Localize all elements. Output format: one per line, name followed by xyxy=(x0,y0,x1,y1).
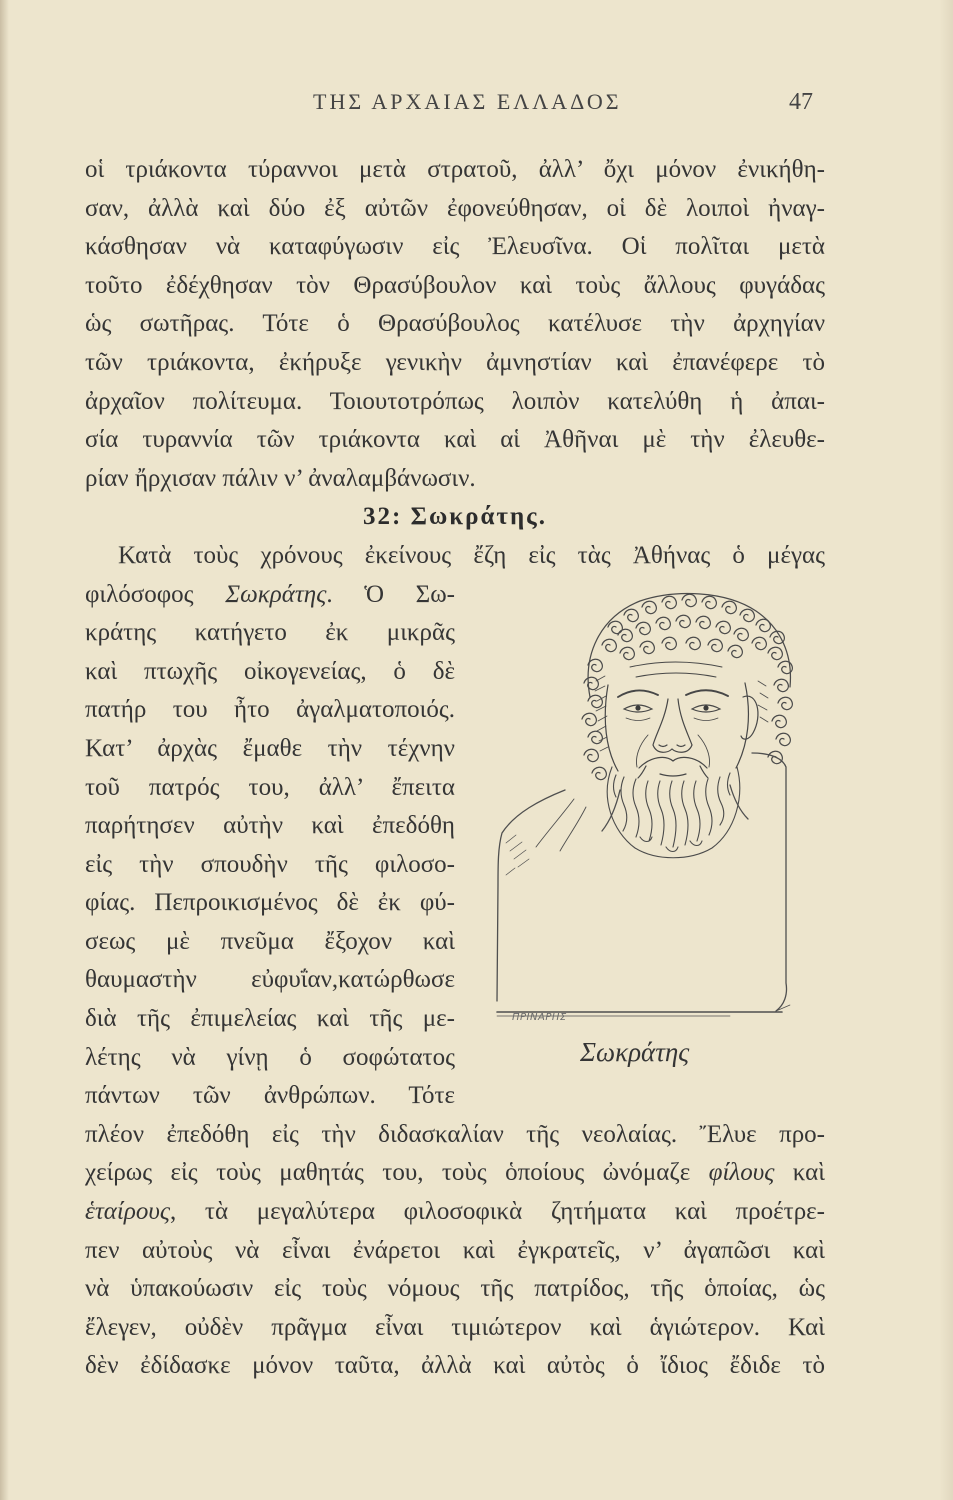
cheek-lines xyxy=(636,735,709,767)
eyebrows xyxy=(618,690,728,697)
bust xyxy=(497,753,790,1016)
running-title: ΤΗΣ ΑΡΧΑΙΑΣ ΕΛΛΑΔΟΣ xyxy=(313,89,622,114)
text-segment: φιλόσοφος xyxy=(85,580,226,608)
figure-caption: Σωκράτης xyxy=(580,1037,690,1067)
text-line: τοῦ πατρός του, ἀλλ’ ἔπειτα xyxy=(85,773,455,801)
italic-name: Σωκράτης xyxy=(225,580,327,608)
left-pupil xyxy=(635,705,640,710)
drapery xyxy=(536,799,586,851)
italic-word: φίλους xyxy=(708,1159,775,1187)
text-line: διὰ τῆς ἐπιμελείας καὶ τῆς με- xyxy=(85,1005,455,1033)
text-line: λέτης νὰ γίνῃ ὁ σοφώτατος xyxy=(85,1043,455,1071)
text-line: ἀρχαῖον πολίτευμα. Τοιουτοτρόπως λοιπὸν κατελύθη ἡ ἀπαι- xyxy=(85,387,825,415)
text-segment: καὶ xyxy=(774,1159,825,1187)
section-heading: 32: Σωκράτης. xyxy=(363,503,547,531)
shoulder-hatching xyxy=(506,835,529,875)
text-segment: χείρως εἰς τοὺς μαθητάς του, τοὺς ὁποίους ὠνόμαζε xyxy=(85,1159,709,1187)
text-line xyxy=(85,1154,825,1193)
text-line: παρήτησεν αὐτὴν καὶ ἐπεδόθη xyxy=(85,812,455,840)
text-line: φίας. Πεπροικισμένος δὲ ἐκ φύ- xyxy=(85,889,455,917)
italic-word: ἑταίρους xyxy=(85,1198,170,1226)
text-line: εἰς τὴν σπουδὴν τῆς φιλοσο- xyxy=(85,850,455,878)
text-line: ὡς σωτῆρας. Τότε ὁ Θρασύβουλος κατέλυσε τὴν ἀρχηγίαν xyxy=(85,310,825,338)
text-line xyxy=(85,1193,825,1232)
right-pupil xyxy=(703,705,708,710)
right-shoulder xyxy=(752,753,787,1011)
text-line: δὲν ἐδίδασκε μόνον ταῦτα, ἀλλὰ καὶ αὐτὸς ὁ ἴδιος ἔδιδε τὸ xyxy=(85,1352,825,1380)
text-line: πλέον ἐπεδόθη εἰς τὴν διδασκαλίαν τῆς νεολαίας. Ἔλυε προ- xyxy=(85,1120,825,1148)
text-line: σία τυραννία τῶν τριάκοντα καὶ αἱ Ἀθῆναι μὲ τὴν ἐλευθε- xyxy=(85,426,825,454)
text-line: πάντων τῶν ἀνθρώπων. Τότε xyxy=(85,1082,455,1110)
text-line: ρίαν ἤρχισαν πάλιν ν’ ἀναλαμβάνωσιν. xyxy=(85,464,476,492)
text-line xyxy=(85,576,455,615)
text-line: Κατὰ τοὺς χρόνους ἐκείνους ἔζη εἰς τὰς Ἀθήνας ὁ μέγας xyxy=(118,541,825,569)
text-segment: , τὰ μεγαλύτερα φιλοσοφικὰ ζητήματα καὶ προέτρε- xyxy=(170,1198,825,1226)
text-line: σαν, ἀλλὰ καὶ δύο ἐξ αὐτῶν ἐφονεύθησαν, οἱ δὲ λοιποὶ ἠναγ- xyxy=(85,194,825,222)
text-line: πατήρ του ἦτο ἀγαλματοποιός. xyxy=(85,696,455,724)
face xyxy=(605,662,758,778)
text-line: τῶν τριάκοντα, ἐκήρυξε γενικὴν ἀμνηστίαν καὶ ἐπανέφερε τὸ xyxy=(85,348,825,376)
text-line: τοῦτο ἐδέχθησαν τὸν Θρασύβουλον καὶ τοὺς ἄλλους φυγάδας xyxy=(85,271,825,299)
beard xyxy=(607,767,739,858)
neck xyxy=(602,785,748,831)
text-segment: . Ὁ Σω- xyxy=(326,580,455,608)
hair-curls xyxy=(582,594,792,779)
mustache xyxy=(638,757,708,778)
portrait-illustration xyxy=(490,585,800,1025)
nose xyxy=(653,699,692,752)
text-line: κράτης κατήγετο ἐκ μικρᾶς xyxy=(85,619,455,647)
forehead-wrinkles xyxy=(630,662,722,677)
text-line: θαυμαστὴν εὐφυΐαν,κατώρθωσε xyxy=(85,966,455,994)
hair xyxy=(582,594,792,780)
ear xyxy=(741,696,758,739)
under-eyes xyxy=(626,718,718,721)
text-line: κάσθησαν νὰ καταφύγωσιν εἰς Ἐλευσῖνα. Οἱ πολῖται μετὰ xyxy=(85,233,825,261)
text-line: Κατ’ ἀρχὰς ἔμαθε τὴν τέχνην xyxy=(85,734,455,762)
text-line: σεως μὲ πνεῦμα ἔξοχον καὶ xyxy=(85,927,455,955)
mouth xyxy=(660,774,686,776)
beard-strands xyxy=(614,773,731,852)
text-line: καὶ πτωχῆς οἰκογενείας, ὁ δὲ xyxy=(85,657,455,685)
text-line: ἔλεγεν, οὐδὲν πρᾶγμα εἶναι τιμιώτερον καὶ ἁγιώτερον. Καὶ xyxy=(85,1313,825,1341)
text-line: οἱ τριάκοντα τύραννοι μετὰ στρατοῦ, ἀλλ’ ὄχι μόνον ἐνικήθη- xyxy=(85,156,825,183)
hair-shading xyxy=(595,676,768,751)
text-line: πεν αὐτοὺς νὰ εἶναι ἐνάρετοι καὶ ἐγκρατεῖς, ν’ ἀγαπῶσι καὶ xyxy=(85,1236,825,1264)
left-shoulder xyxy=(497,790,565,1001)
page-number: 47 xyxy=(789,89,813,115)
engraver-signature: ΠΡΙΝΑΡΗΣ xyxy=(512,1012,567,1023)
text-line: νὰ ὑπακούωσιν εἰς τοὺς νόμους τῆς πατρίδος, τῆς ὁποίας, ὡς xyxy=(85,1275,825,1303)
